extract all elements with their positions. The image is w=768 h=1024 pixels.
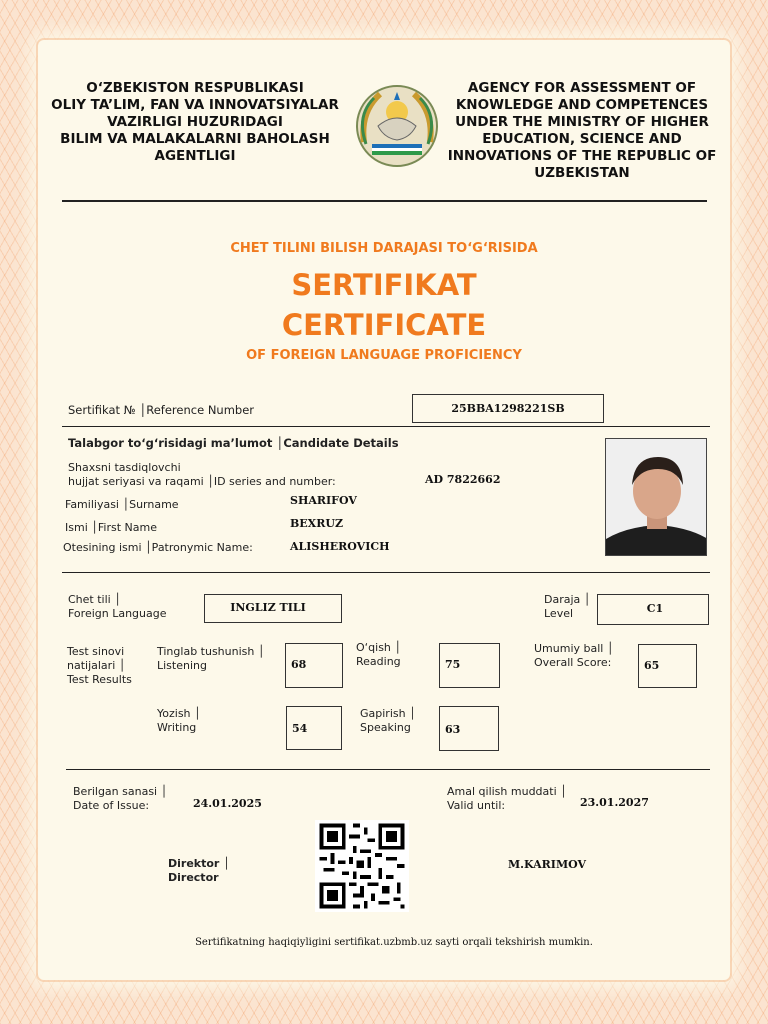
writing-label-line1: Yozish │ bbox=[157, 707, 201, 720]
overall-label-line2: Overall Score: bbox=[534, 656, 612, 669]
state-emblem-icon bbox=[352, 82, 442, 170]
valid-until-value: 23.01.2027 bbox=[580, 796, 649, 809]
issue-date-label-line1: Berilgan sanasi │ bbox=[73, 785, 168, 798]
language-label-line2: Foreign Language bbox=[68, 607, 167, 620]
candidate-divider bbox=[62, 572, 710, 573]
header-divider bbox=[62, 200, 707, 202]
id-label-line2: hujjat seriyasi va raqami │ID series and number: bbox=[68, 475, 336, 488]
results-divider bbox=[66, 769, 710, 770]
writing-label-line2: Writing bbox=[157, 721, 197, 734]
id-label-line1: Shaxsni tasdiqlovchi bbox=[68, 461, 181, 474]
level-label-line1: Daraja │ bbox=[544, 593, 591, 606]
overall-score: 65 bbox=[644, 659, 660, 672]
header-left bbox=[50, 80, 340, 165]
header-left-line: VAZIRLIGI HUZURIDAGI bbox=[107, 114, 283, 130]
verification-footer-text: Sertifikatning haqiqiyligini sertifikat.uzbmb.uz sayti orqali tekshirish mumkin. bbox=[195, 937, 593, 948]
valid-until-label-line1: Amal qilish muddati │ bbox=[447, 785, 567, 798]
overall-label-line1: Umumiy ball │ bbox=[534, 642, 614, 655]
title-sertifikat: SERTIFIKAT bbox=[291, 268, 477, 302]
issue-date-label-line2: Date of Issue: bbox=[73, 799, 150, 812]
level-label-line2: Level bbox=[544, 607, 574, 620]
title-subtitle-top: CHET TILINI BILISH DARAJASI TO‘G‘RISIDA bbox=[230, 241, 538, 256]
candidate-photo bbox=[605, 438, 707, 556]
header-right bbox=[447, 80, 717, 182]
candidate-portrait-icon bbox=[606, 439, 707, 556]
speaking-score: 63 bbox=[445, 723, 461, 736]
title-subtitle-bottom: OF FOREIGN LANGUAGE PROFICIENCY bbox=[246, 348, 522, 363]
reference-value: 25BBA1298221SB bbox=[451, 402, 565, 415]
patronymic-value: ALISHEROVICH bbox=[290, 540, 390, 553]
results-label-line1: Test sinovi bbox=[67, 645, 125, 658]
header-left-line: BILIM VA MALAKALARNI BAHOLASH bbox=[60, 131, 330, 147]
results-label-line3: Test Results bbox=[67, 673, 132, 686]
listening-score: 68 bbox=[291, 658, 307, 671]
header-left-line: OLIY TA’LIM, FAN VA INNOVATSIYALAR bbox=[51, 97, 339, 113]
speaking-label-line1: Gapirish │ bbox=[360, 707, 416, 720]
reading-label-line1: O‘qish │ bbox=[356, 641, 402, 654]
listening-label-line2: Listening bbox=[157, 659, 207, 672]
listening-label-line1: Tinglab tushunish │ bbox=[157, 645, 265, 658]
header-right-line: UZBEKISTAN bbox=[534, 165, 630, 181]
language-value: INGLIZ TILI bbox=[230, 601, 306, 614]
header-right-line: INNOVATIONS OF THE REPUBLIC OF bbox=[447, 148, 717, 164]
reference-divider bbox=[62, 426, 710, 427]
header-left-line: AGENTLIGI bbox=[154, 148, 236, 164]
speaking-label-line2: Speaking bbox=[360, 721, 411, 734]
header-right-line: KNOWLEDGE AND COMPETENCES bbox=[455, 97, 709, 113]
header-right-line: AGENCY FOR ASSESSMENT OF bbox=[467, 80, 697, 96]
patronymic-label: Otesining ismi │Patronymic Name: bbox=[63, 541, 253, 554]
surname-value: SHARIFOV bbox=[290, 494, 357, 507]
title-certificate: CERTIFICATE bbox=[281, 308, 487, 342]
level-value: C1 bbox=[646, 602, 664, 615]
valid-until-label-line2: Valid until: bbox=[447, 799, 506, 812]
language-label-line1: Chet tili │ bbox=[68, 593, 121, 606]
surname-label: Familiyasi │Surname bbox=[65, 498, 179, 511]
firstname-label: Ismi │First Name bbox=[65, 521, 157, 534]
header-left-line: O‘ZBEKISTON RESPUBLIKASI bbox=[86, 80, 304, 96]
director-label-line1: Direktor │ bbox=[168, 857, 230, 870]
reading-score: 75 bbox=[445, 658, 461, 671]
header-right-line: UNDER THE MINISTRY OF HIGHER bbox=[455, 114, 709, 130]
verification-qr-code[interactable] bbox=[315, 820, 409, 912]
results-label-line2: natijalari │ bbox=[67, 659, 126, 672]
firstname-value: BEXRUZ bbox=[290, 517, 343, 530]
writing-score: 54 bbox=[292, 722, 308, 735]
candidate-section-label: Talabgor to‘g‘risidagi ma’lumot │Candidate Details bbox=[68, 436, 399, 450]
id-value: AD 7822662 bbox=[425, 473, 501, 486]
director-label-line2: Director bbox=[168, 871, 219, 884]
reference-label: Sertifikat № │Reference Number bbox=[68, 403, 255, 417]
header-right-line: EDUCATION, SCIENCE AND bbox=[482, 131, 682, 147]
issue-date-value: 24.01.2025 bbox=[193, 797, 262, 810]
director-name: M.KARIMOV bbox=[508, 858, 587, 871]
reading-label-line2: Reading bbox=[356, 655, 401, 668]
